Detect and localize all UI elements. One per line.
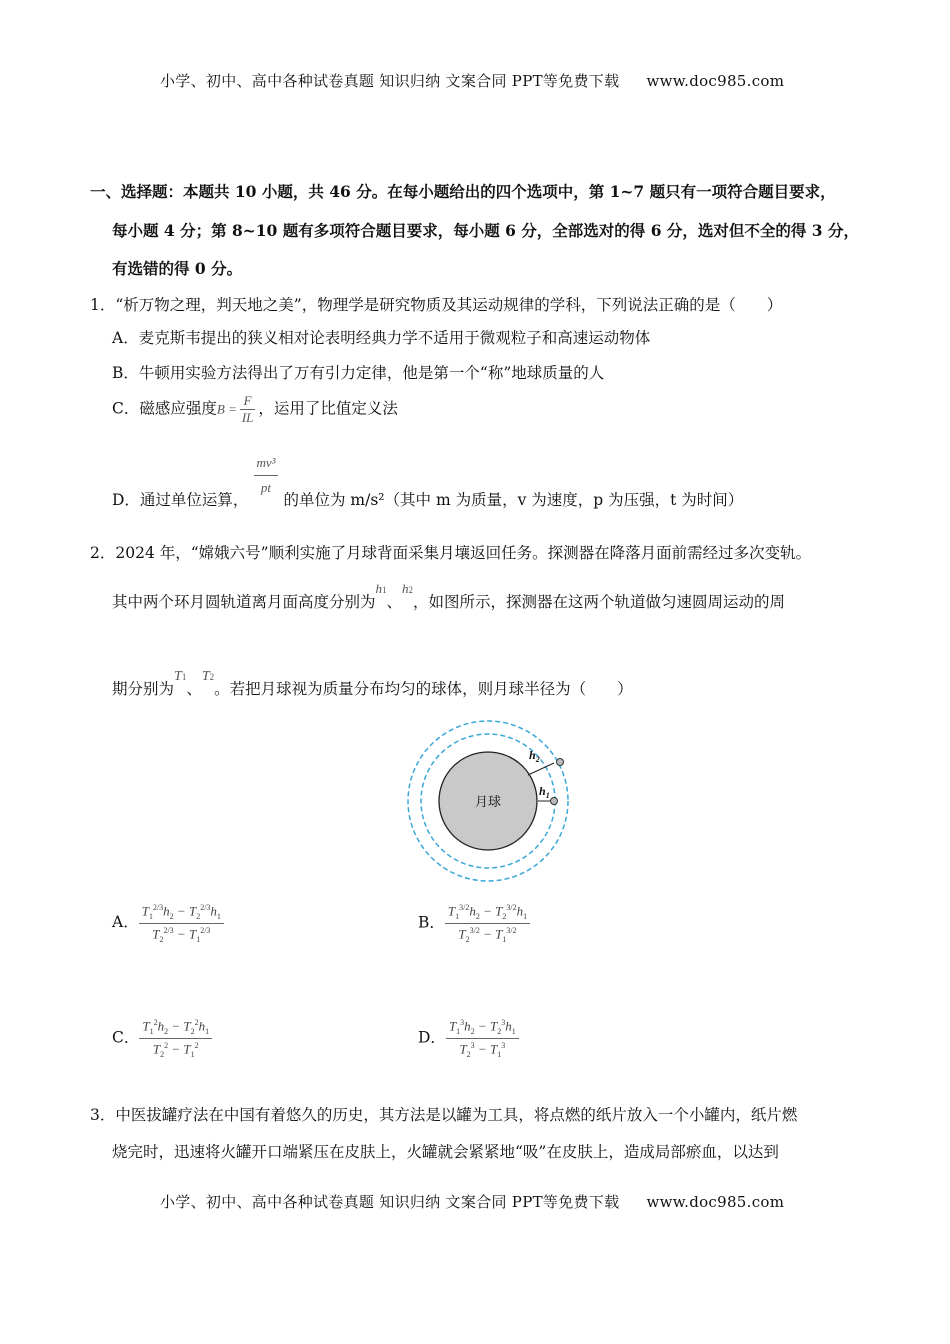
moon-label: 月球 <box>474 794 502 809</box>
h1-figure-label: $h_1$ <box>539 784 550 800</box>
q2-option-c: C． $\frac{T_1^2h_2 - T_2^2h_1}{T_2^2 - T_1^2}$ <box>112 1018 212 1059</box>
probe-inner <box>551 798 558 805</box>
q2-option-d: D． $\frac{T_1^3h_2 - T_2^3h_1}{T_2^3 - T_1^3}$ <box>418 1018 519 1059</box>
option-b-formula: $\frac{T_1^{3/2}h_2 - T_2^{3/2}h_1}{T_2^{3/2} - T_1^{3/2}}$ <box>445 903 530 944</box>
page-header <box>160 70 784 91</box>
q1-d-formula-fraction: $\frac{\text{mv³}}{pt}$ <box>256 455 276 495</box>
q2-option-b: B． $\frac{T_1^{3/2}h_2 - T_2^{3/2}h_1}{T_2^{3/2} - T_1^{3/2}}$ <box>418 903 530 944</box>
q3-line-2: 烧完时，迅速将火罐开口端紧压在皮肤上，火罐就会紧紧地“吸”在皮肤上，造成局部瘀血，以达到 <box>112 1143 779 1161</box>
header-url: www.doc985.com <box>646 72 785 90</box>
h1-symbol: h1 <box>375 581 387 596</box>
header-text: 小学、初中、高中各种试卷真题 知识归纳 文案合同 PPT等免费下载 <box>160 72 620 90</box>
q1-option-a: A．麦克斯韦提出的狭义相对论表明经典力学不适用于微观粒子和高速运动物体 <box>112 329 651 347</box>
footer-text: 小学、初中、高中各种试卷真题 知识归纳 文案合同 PPT等免费下载 <box>160 1193 620 1211</box>
option-a-formula: $\frac{T_1^{2/3}h_2 - T_2^{2/3}h_1}{T_2^{2/3} - T_1^{2/3}}$ <box>139 903 224 944</box>
section-line-3: 有选错的得 0 分。 <box>112 259 243 278</box>
q1-option-b: B．牛顿用实验方法得出了万有引力定律，他是第一个“称”地球质量的人 <box>112 364 605 382</box>
q3-line-1: 3．中医拔罐疗法在中国有着悠久的历史，其方法是以罐为工具，将点燃的纸片放入一个小罐内，纸片燃 <box>90 1106 798 1124</box>
q2-line-3: 期分别为T1、T2。若把月球视为质量分布均匀的球体，则月球半径为（ ） <box>112 669 633 698</box>
moon-orbit-figure <box>400 715 580 895</box>
q2-line-2: 其中两个环月圆轨道离月面高度分别为$^{h1}$、$^{h2}$，如图所示，探测器在这两个轨道做匀速圆周运动的周 <box>112 581 786 611</box>
q2-line-1: 2．2024 年，“嫦娥六号”顺利实施了月球背面采集月壤返回任务。探测器在降落月面前需经过多次变轨。 <box>90 544 812 562</box>
q1-c-formula-lhs: B = <box>216 401 237 417</box>
h2-symbol: h2 <box>402 581 414 596</box>
probe-outer <box>557 759 564 766</box>
q1-option-d: D．通过单位运算， $\frac{\text{mv³}}{pt}$ 的单位为 m/s²（其中 m 为质量，v 为速度，p 为压强，t 为时间） <box>112 455 744 509</box>
option-d-formula: $\frac{T_1^3h_2 - T_2^3h_1}{T_2^3 - T_1^3}$ <box>446 1018 519 1059</box>
section-line-2: 每小题 4 分；第 8~10 题有多项符合题目要求，每小题 6 分，全部选对的得 6 分，选对但不全的得 3 分， <box>112 221 859 240</box>
option-c-formula: $\frac{T_1^2h_2 - T_2^2h_1}{T_2^2 - T_1^2}$ <box>139 1018 212 1059</box>
q1-c-formula-fraction: $\frac{F}{IL}$ <box>241 393 254 425</box>
q1-option-c: C．磁感应强度B = $\frac{F}{IL}$ ，运用了比值定义法 <box>112 393 398 425</box>
q2-option-a: A． $\frac{T_1^{2/3}h_2 - T_2^{2/3}h_1}{T_2^{2/3} - T_1^{2/3}}$ <box>112 903 224 944</box>
section-line-1: 一、选择题：本题共 10 小题，共 46 分。在每小题给出的四个选项中，第 1~7 题只有一项符合题目要求， <box>90 182 836 201</box>
t1-symbol: T1 <box>174 669 187 684</box>
t2-symbol: T2 <box>201 669 215 684</box>
q1-stem: 1．“析万物之理，判天地之美”，物理学是研究物质及其运动规律的学科，下列说法正确的是（ ） <box>90 296 783 314</box>
footer-url: www.doc985.com <box>646 1193 785 1211</box>
h2-figure-label: $h_2$ <box>529 748 540 764</box>
page-footer <box>160 1191 784 1212</box>
h2-arrow <box>528 763 554 775</box>
